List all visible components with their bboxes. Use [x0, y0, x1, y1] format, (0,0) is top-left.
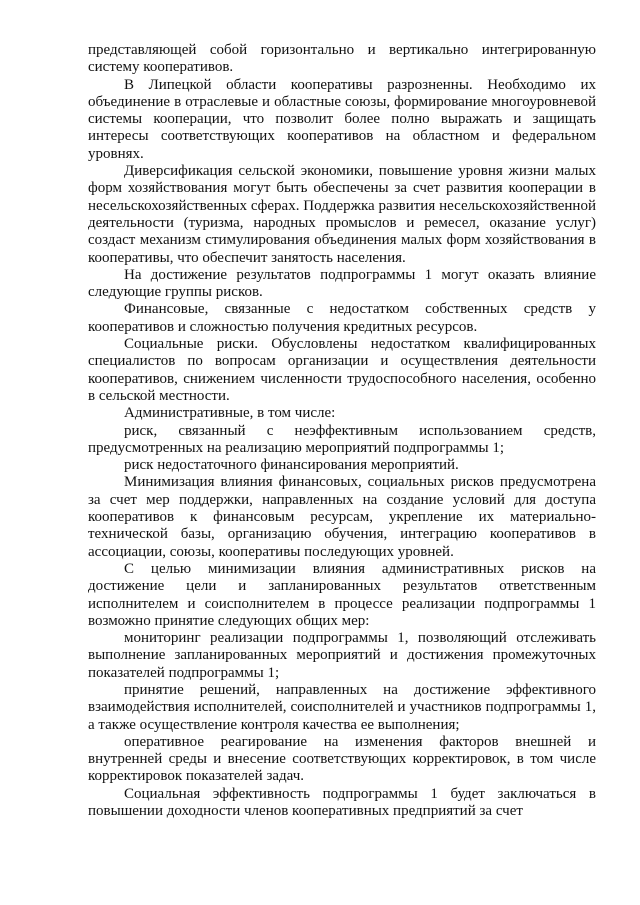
paragraph-5: Финансовые, связанные с недостатком собственных средств у кооперативов и сложностью получения кредитных ресурсов. — [88, 301, 596, 335]
paragraph-14: оперативное реагирование на изменения факторов внешней и внутренней среды и внесение соответствующих корректировок, в том числе корректировок показателей задач. — [88, 733, 596, 785]
paragraph-11: С целью минимизации влияния административных рисков на достижение цели и запланированных результатов ответственным исполнителем и соисполнителем в процессе реализации подпрограммы 1 возможно принятие следующих общих мер: — [88, 560, 596, 629]
paragraph-12: мониторинг реализации подпрограммы 1, позволяющий отслеживать выполнение запланированных мероприятий и достижения промежуточных показателей подпрограммы 1; — [88, 630, 596, 681]
paragraph-8: риск, связанный с неэффективным использованием средств, предусмотренных на реализацию мероприятий подпрограммы 1; — [88, 422, 596, 456]
paragraph-6: Социальные риски. Обусловлены недостатком квалифицированных специалистов по вопросам организации и осуществления деятельности кооперативов, снижением численности трудоспособного населения, особенно в сельской местности. — [88, 336, 596, 404]
paragraph-15: Социальная эффективность подпрограммы 1 будет заключаться в повышении доходности членов кооперативных предприятий за счет — [88, 785, 596, 820]
paragraph-7: Административные, в том числе: — [124, 405, 336, 422]
paragraph-9: риск недостаточного финансирования мероприятий. — [124, 457, 459, 474]
paragraph-3: Диверсификация сельской экономики, повышение уровня жизни малых форм хозяйствования могут быть обеспечены за счет развития кооперации в несельскохозяйственных сферах. Поддержка развития несельскохозяйственной деятельности (туризма, народных промыслов и ремесел, оказание услуг) создаст механизм стимулирования объединения малых форм хозяйствования в кооперативы, что обеспечит занятость населения. — [88, 163, 596, 266]
paragraph-10: Минимизация влияния финансовых, социальных рисков предусмотрена за счет мер поддержки, направленных на создание условий для доступа кооперативов к финансовым ресурсам, укрепление их материально-технической базы, организацию обучения, интеграцию кооперативов в ассоциации, союзы, кооперативы последующих уровней. — [88, 474, 596, 560]
paragraph-4: На достижение результатов подпрограммы 1 могут оказать влияние следующие группы рисков. — [88, 266, 596, 301]
paragraph-2: В Липецкой области кооперативы разрозненны. Необходимо их объединение в отраслевые и областные союзы, формирование многоуровневой системы кооперации, что позволит более полно выражать и защищать интересы соответствующих кооперативов на областном и федеральном уровнях. — [88, 76, 596, 162]
paragraph-13: принятие решений, направленных на достижение эффективного взаимодействия исполнителей, соисполнителей и участников подпрограммы 1, а также осуществление контроля качества ее выполнения; — [88, 681, 596, 733]
paragraph-1: представляющей собой горизонтально и вертикально интегрированную систему кооперативов. — [88, 42, 596, 76]
document-page — [88, 42, 596, 820]
